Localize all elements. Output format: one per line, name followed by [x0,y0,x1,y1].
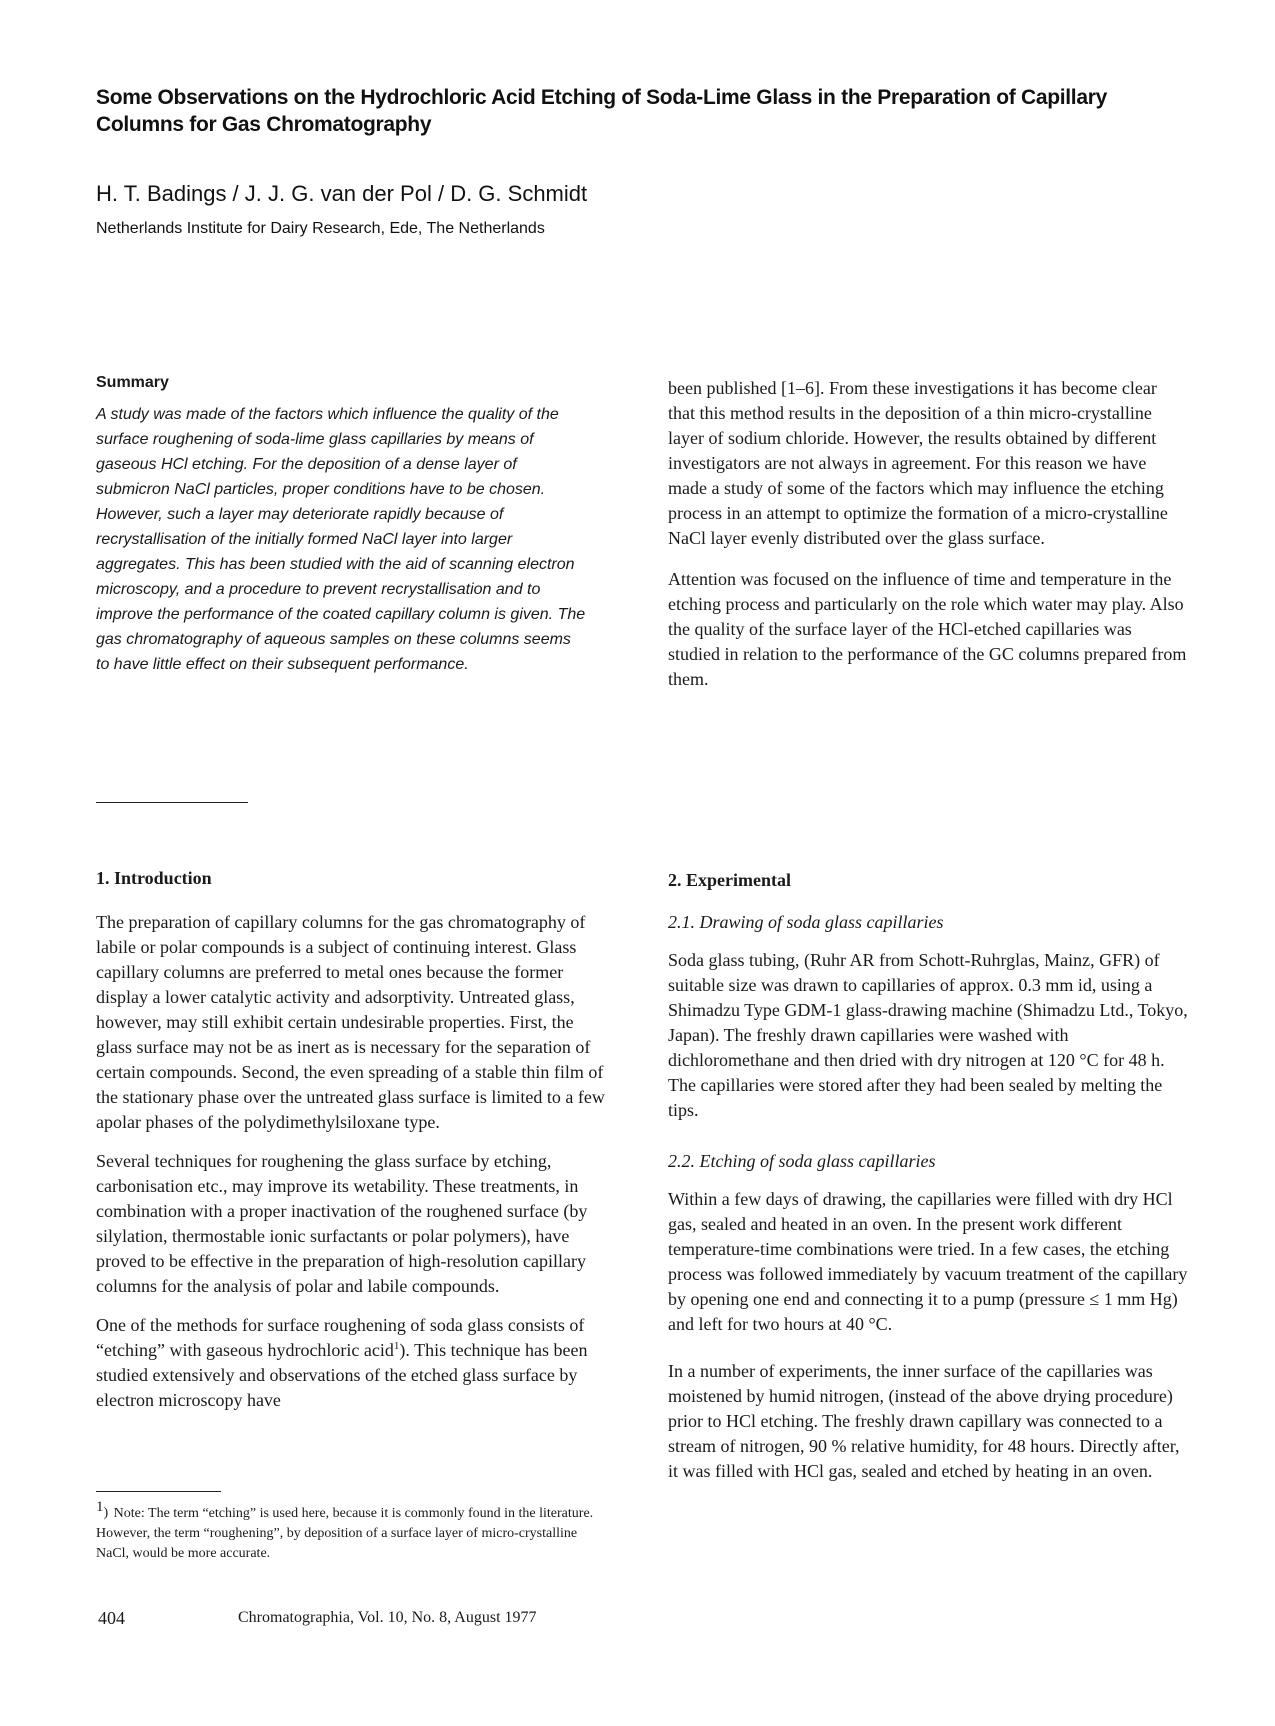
subsection-heading: 2.2. Etching of soda glass capillaries [668,1151,936,1171]
section-divider [96,802,248,803]
affiliation: Netherlands Institute for Dairy Research, Ede, The Netherlands [96,220,545,237]
page-number: 404 [98,1608,125,1628]
subsection-heading: 2.1. Drawing of soda glass capillaries [668,912,944,932]
paragraph: In a number of experiments, the inner surface of the capillaries was moistened by humid nitrogen, (instead of the above drying procedure) prior to HCl etching. The freshly drawn capillary was connected to a stream of nitrogen, 90 % relative humidity, for 48 hours. Directly after, it was filled with HCl gas, sealed and etched by heating in an oven. [668,1361,1180,1481]
footnote-divider [96,1491,221,1492]
experimental-section [668,868,1188,1484]
paragraph: Soda glass tubing, (Ruhr AR from Schott-Ruhrglas, Mainz, GFR) of suitable size was drawn to capillaries of approx. 0.3 mm id, using a Shimadzu Type GDM-1 glass-drawing machine (Shimadzu Ltd., Tokyo, Japan). The freshly drawn capillaries were washed with dichloromethane and then dried with dry nitrogen at 120 °C for 48 h. The capillaries were stored after they had been sealed by melting the tips. [668,950,1188,1120]
intro-continuation [668,376,1188,692]
paragraph-text: ). This technique has been studied extensively and observations of the etched glass surface by electron microscopy have [96,1340,588,1410]
section-heading: 2. Experimental [668,870,791,890]
author-list: H. T. Badings / J. J. G. van der Pol / D. G. Schmidt [96,181,588,206]
journal-citation: Chromatographia, Vol. 10, No. 8, August 1977 [238,1609,537,1626]
summary-heading: Summary [96,374,169,391]
paper-title: Some Observations on the Hydrochloric Acid Etching of Soda-Lime Glass in the Preparation of Capillary Columns for Gas Chromatography [96,86,1107,136]
footnote-paren: ) [103,1505,109,1521]
paragraph: been published [1–6]. From these investigations it has become clear that this method results in the deposition of a thin micro-crystalline layer of sodium chloride. However, the results obtained by different investigators are not always in agreement. For this reason we have made a study of some of the factors which may influence the etching process in an attempt to optimize the formation of a micro-crystalline NaCl layer evenly distributed over the glass surface. [668,378,1168,548]
paragraph [96,1313,611,1413]
summary-section [96,372,611,677]
footnote-text: Note: The term “etching” is used here, because it is commonly found in the literature. However, the term “roughening”, by deposition of a surface layer of micro-crystalline NaCl, would be more accurate. [96,1505,594,1561]
paragraph-text: One of the methods for surface roughening of soda glass consists of “etching” with gaseous hydrochloric acid [96,1315,585,1360]
summary-text: A study was made of the factors which influence the quality of the surface roughening of soda-lime glass capillaries by means of gaseous HCl etching. For the deposition of a dense layer of submicron NaCl particles, proper conditions have to be chosen. However, such a layer may deteriorate rapidly because of recrystallisation of the initially formed NaCl layer into larger aggregates. This has been studied with the aid of scanning electron microscopy, and a procedure to prevent recrystallisation and to improve the performance of the coated capillary column is given. The gas chromatography of aqueous samples on these columns seems to have little effect on their subsequent performance. [96,406,586,673]
footnote-marker: 1 [96,1499,104,1515]
introduction-section [96,866,611,1413]
footnote-reference[interactable]: 1 [393,1340,400,1352]
paragraph: Several techniques for roughening the glass surface by etching, carbonisation etc., may improve its wetability. These treatments, in combination with a proper inactivation of the roughened surface (by silylation, thermostable ionic surfactants or polar polymers), have proved to be effective in the preparation of high-resolution capillary columns for the analysis of polar and labile compounds. [96,1151,588,1296]
paragraph: Attention was focused on the influence of time and temperature in the etching process and particularly on the role which water may play. Also the quality of the surface layer of the HCl-etched capillaries was studied in relation to the performance of the GC columns prepared from them. [668,569,1187,689]
section-heading: 1. Introduction [96,868,212,888]
paragraph: Within a few days of drawing, the capillaries were filled with dry HCl gas, sealed and heated in an oven. In the present work different temperature-time combinations were tried. In a few cases, the etching process was followed immediately by vacuum treatment of the capillary by opening one end and connecting it to a pump (pressure ≤ 1 mm Hg) and left for two hours at 40 °C. [668,1189,1188,1334]
paragraph: The preparation of capillary columns for the gas chromatography of labile or polar compounds is a subject of continuing interest. Glass capillary columns are preferred to metal ones because the former display a lower catalytic activity and adsorptivity. Untreated glass, however, may still exhibit certain undesirable properties. First, the glass surface may not be as inert as is necessary for the separation of certain compounds. Second, the even spreading of a stable thin film of the stationary phase over the untreated glass surface is limited to a few apolar phases of the polydimethylsiloxane type. [96,912,605,1132]
footnote [96,1497,606,1564]
